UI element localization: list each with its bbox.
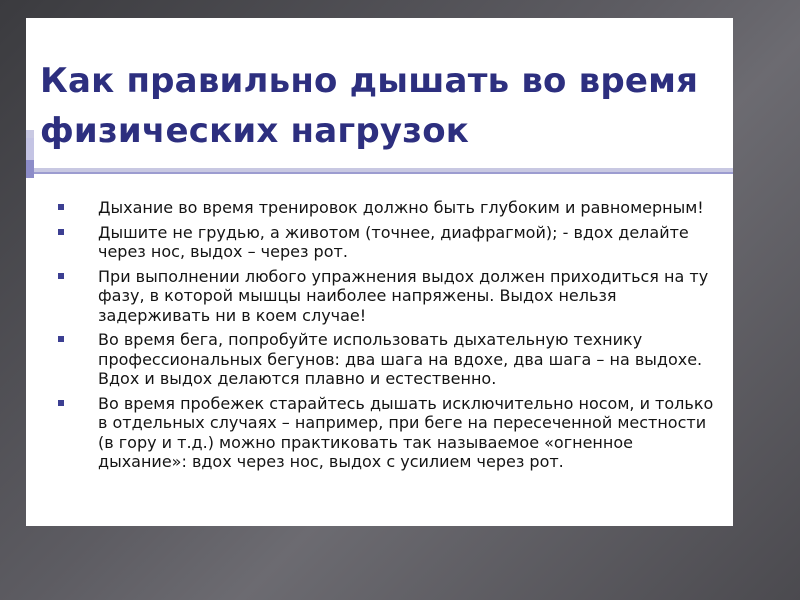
square-bullet-icon: [58, 273, 64, 279]
bullet-list: [40, 198, 720, 477]
bullet-text: Во время пробежек старайтесь дышать исключительно носом, и только в отдельных случаях – например, при беге на пересеченной местности (в гору и т.д.) можно практиковать так называемое «огненное дыхание»: вдох через нос, выдох с усилием через рот.: [98, 393, 714, 471]
title-divider: [34, 168, 733, 172]
accent-segment-dark: [26, 160, 34, 178]
bullet-text: Во время бега, попробуйте использовать дыхательную технику профессиональных бегунов: два шага на вдохе, два шага – на выдохе. Вдох и выдох делаются плавно и естественно.: [98, 330, 703, 388]
square-bullet-icon: [58, 336, 64, 342]
bullet-item: [40, 267, 720, 326]
accent-segment-light: [26, 138, 34, 160]
slide-left-accent-bar: [26, 18, 34, 526]
bullet-item: [40, 330, 720, 389]
bullet-item: [40, 223, 720, 262]
bullet-item: [40, 394, 720, 472]
square-bullet-icon: [58, 204, 64, 210]
square-bullet-icon: [58, 400, 64, 406]
slide-title: Как правильно дышать во время физических нагрузок: [40, 61, 699, 151]
bullet-text: Дыхание во время тренировок должно быть глубоким и равномерным!: [98, 198, 704, 217]
bullet-text: Дышите не грудью, а животом (точнее, диафрагмой); - вдох делайте через нос, выдох – через рот.: [98, 222, 689, 261]
square-bullet-icon: [58, 229, 64, 235]
bullet-text: При выполнении любого упражнения выдох должен приходиться на ту фазу, в которой мышцы наиболее напряжены. Выдох нельзя задерживать ни в коем случае!: [98, 266, 709, 325]
slide: [26, 18, 733, 526]
bullet-item: [40, 198, 720, 218]
